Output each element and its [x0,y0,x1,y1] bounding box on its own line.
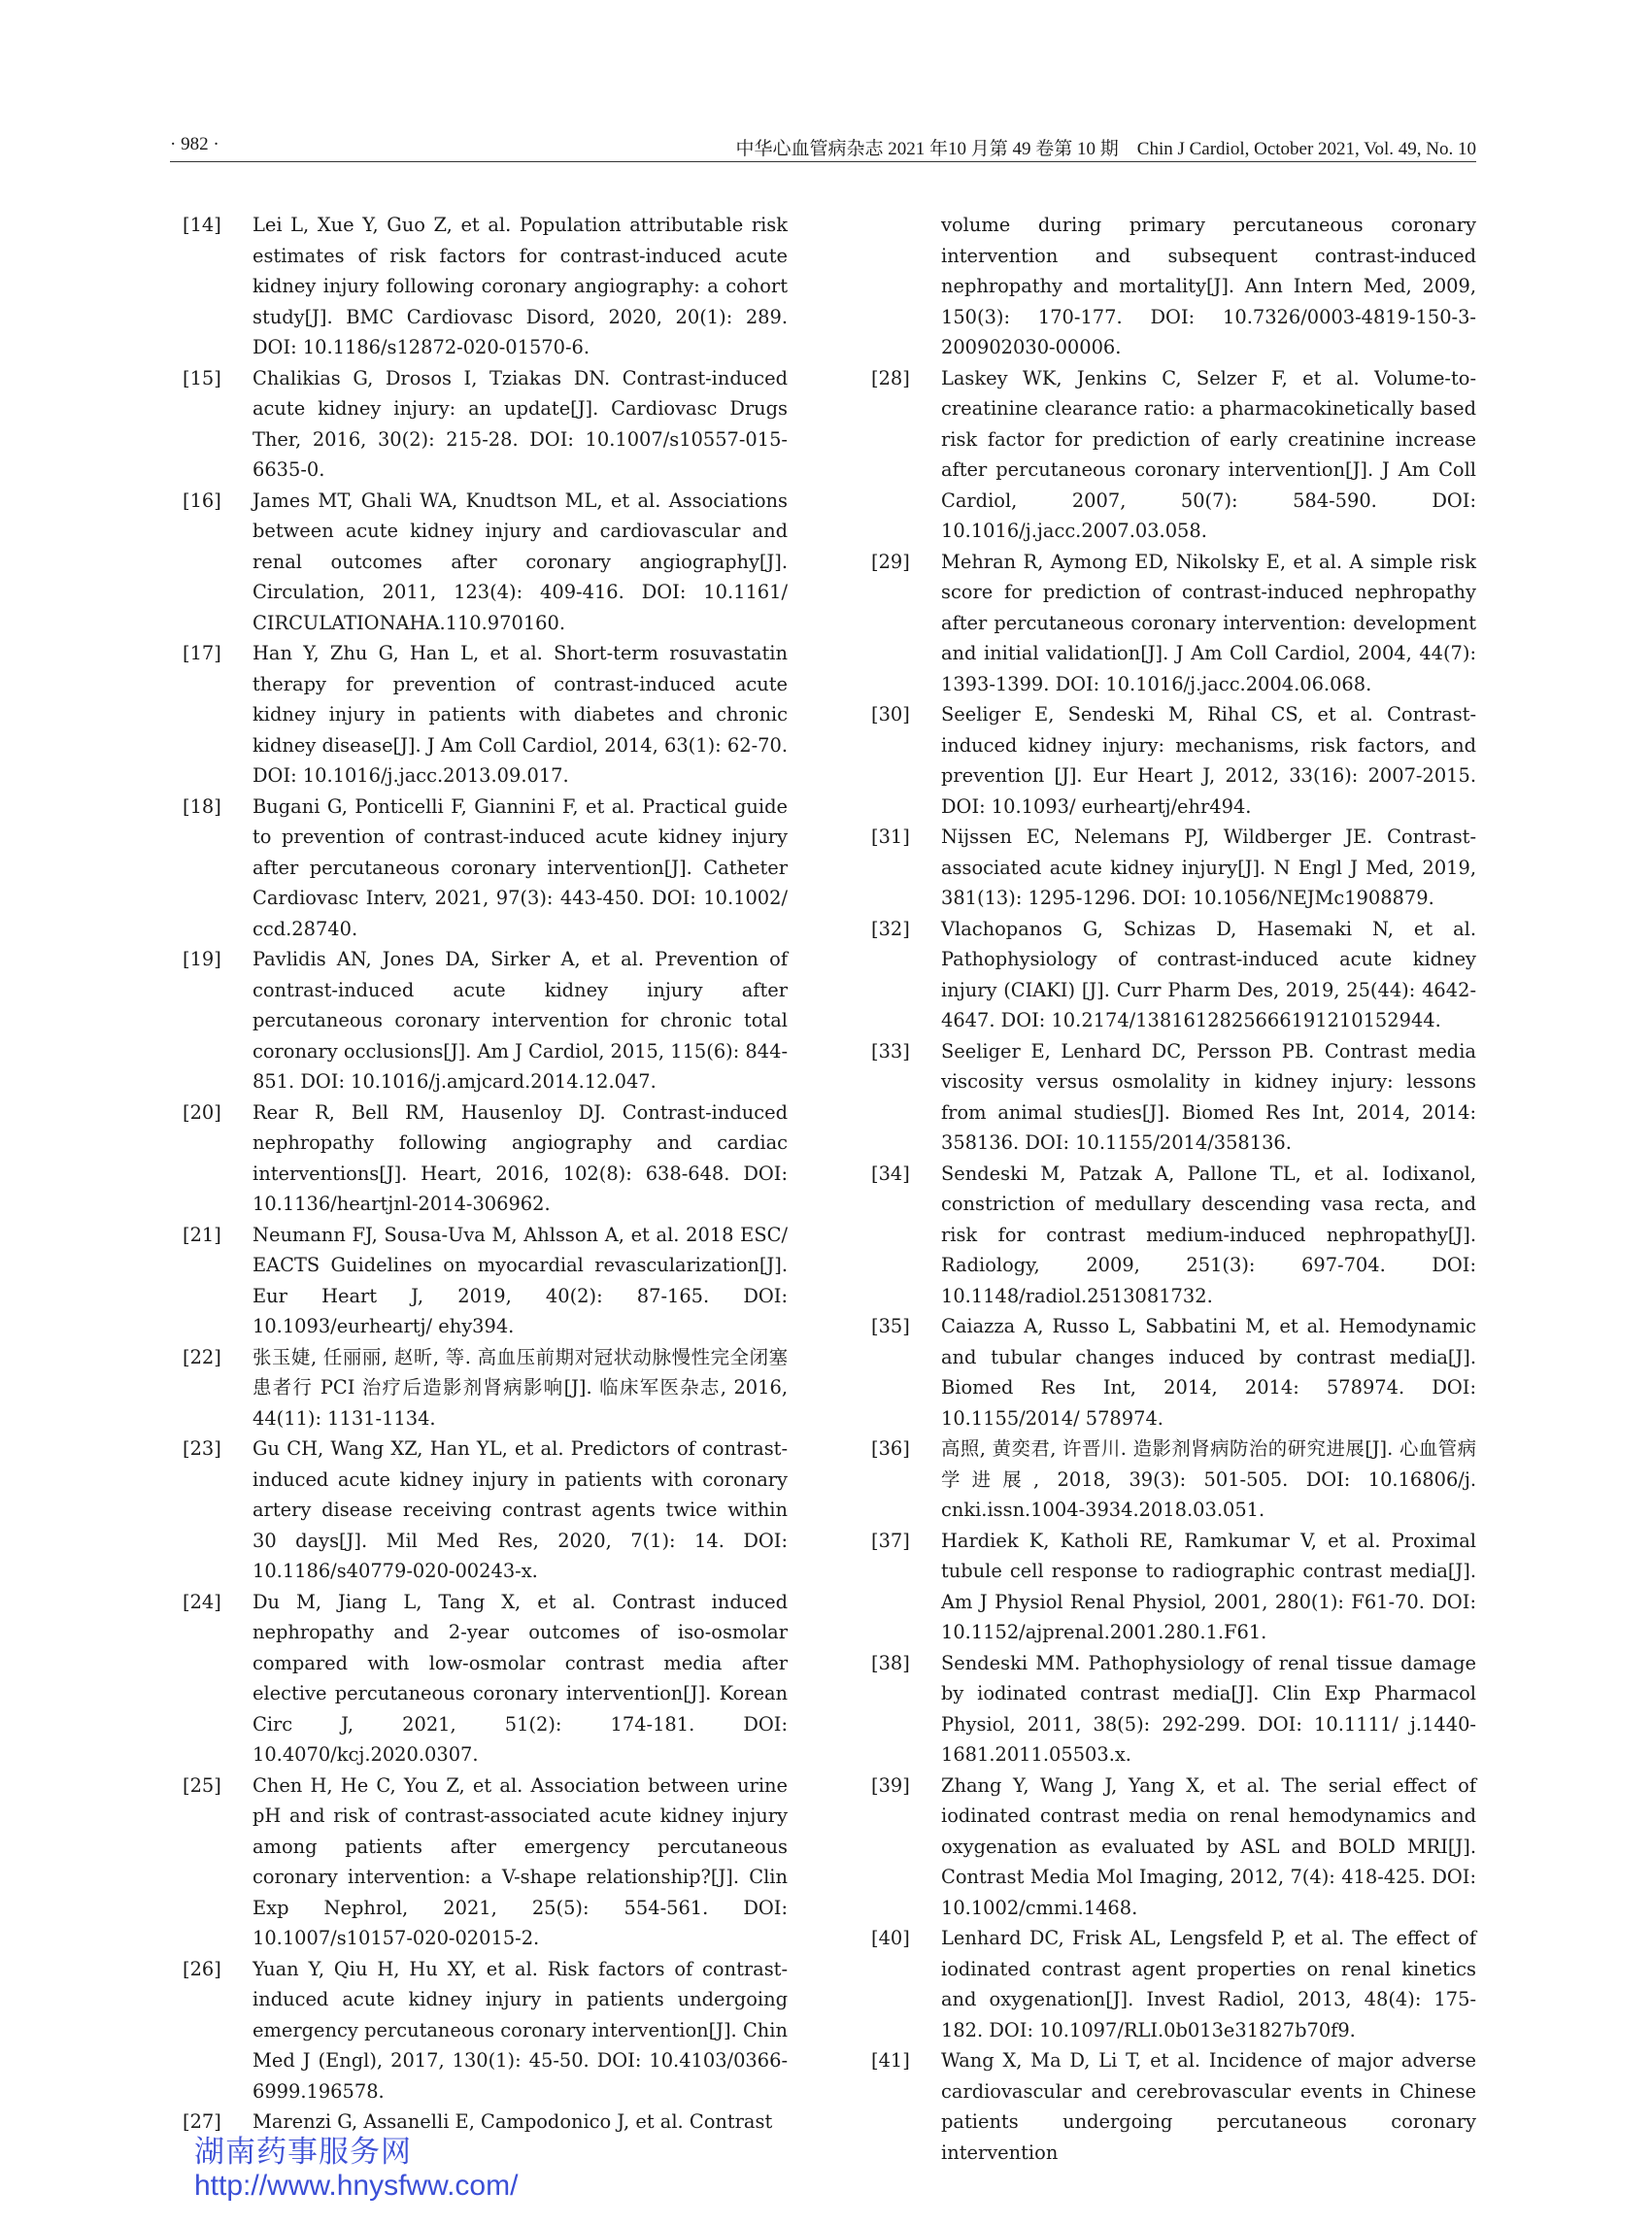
reference-item [871,1036,1476,1159]
reference-item [871,210,1476,363]
reference-text: Mehran R, Aymong ED, Nikolsky E, et al. A simple risk score for prediction of contrast-induced nephropathy after percutaneous coronary intervention: development and initial validation[J]. J Am Coll Cardiol, 2004, 44(7): 1393-1399. DOI: 10.1016/j.jacc.2004.06.068. [941,550,1476,695]
reference-item [871,1648,1476,1770]
reference-item [871,1433,1476,1526]
reference-number: [37] [871,1529,910,1552]
reference-text: Vlachopanos G, Schizas D, Hasemaki N, et al. Pathophysiology of contrast-induced acute kidney injury (CIAKI) [J]. Curr Pharm Des, 2019, 25(44): 4642-4647. DOI: 10.2174/1381612825666191210152944. [941,917,1476,1031]
reference-number: [19] [183,948,221,970]
reference-item [183,486,788,639]
reference-item [183,638,788,792]
reference-number: [32] [871,917,910,940]
reference-text: Seeliger E, Lenhard DC, Persson PB. Contrast media viscosity versus osmolality in kidney injury: lessons from animal studies[J]. Biomed Res Int, 2014, 2014: 358136. DOI: 10.1155/2014/358136. [941,1039,1476,1154]
reference-text: Sendeski MM. Pathophysiology of renal tissue damage by iodinated contrast media[J]. Clin Exp Pharmacol Physiol, 2011, 38(5): 292-299. DOI: 10.1111/ j.1440-1681.2011.05503.x. [941,1651,1476,1766]
reference-text: 张玉婕, 任丽丽, 赵昕, 等. 高血压前期对冠状动脉慢性完全闭塞患者行 PCI 治疗后造影剂肾病影响[J]. 临床军医杂志, 2016, 44(11): 1131-1134. [253,1345,788,1430]
reference-text: Laskey WK, Jenkins C, Selzer F, et al. Volume-to-creatinine clearance ratio: a pharmacokinetically based risk factor for prediction of early creatinine increase after percutaneous coronary intervention[J]. J Am Coll Cardiol, 2007, 50(7): 584-590. DOI: 10.1016/j.jacc.2007.03.058. [941,366,1476,542]
reference-text: Marenzi G, Assanelli E, Campodonico J, et al. Contrast [253,2110,773,2133]
reference-item [871,1526,1476,1648]
reference-item [183,210,788,363]
site-watermark [194,2135,518,2203]
reference-number: [15] [183,366,221,389]
reference-number: [36] [871,1437,910,1460]
reference-text: Pavlidis AN, Jones DA, Sirker A, et al. Prevention of contrast-induced acute kidney injury after percutaneous coronary intervention for chronic total coronary occlusions[J]. Am J Cardiol, 2015, 115(6): 844-851. DOI: 10.1016/j.amjcard.2014.12.047. [253,948,788,1093]
reference-number: [26] [183,1957,221,1980]
reference-number: [24] [183,1590,221,1613]
reference-number: [33] [871,1039,910,1062]
reference-text: 高照, 黄奕君, 许晋川. 造影剂肾病防治的研究进展[J]. 心血管病学进展, 2018, 39(3): 501-505. DOI: 10.16806/j. cnki.issn.1004-3934.2018.03.051. [941,1437,1476,1521]
reference-number: [41] [871,2049,910,2072]
reference-text: James MT, Ghali WA, Knudtson ML, et al. Associations between acute kidney injury and cardiovascular and renal outcomes after coronary angiography[J]. Circulation, 2011, 123(4): 409-416. DOI: 10.1161/ CIRCULATIONAHA.110.970160. [253,489,788,634]
reference-item [183,1954,788,2107]
reference-text: Neumann FJ, Sousa-Uva M, Ahlsson A, et al. 2018 ESC/ EACTS Guidelines on myocardial revascularization[J]. Eur Heart J, 2019, 40(2): 87-165. DOI: 10.1093/eurheartj/ ehy394. [253,1223,788,1337]
reference-column-left [183,210,788,2138]
watermark-site-name: 湖南药事服务网 [194,2135,412,2170]
reference-text: Bugani G, Ponticelli F, Giannini F, et al. Practical guide to prevention of contrast-induced acute kidney injury after percutaneous coronary intervention[J]. Catheter Cardiovasc Interv, 2021, 97(3): 443-450. DOI: 10.1002/ ccd.28740. [253,794,788,940]
reference-text: Seeliger E, Sendeski M, Rihal CS, et al. Contrast-induced kidney injury: mechanisms, risk factors, and prevention [J]. Eur Heart J, 2012, 33(16): 2007-2015. DOI: 10.1093/ eurheartj/ehr494. [941,703,1476,818]
reference-number: [40] [871,1927,910,1949]
reference-text: Hardiek K, Katholi RE, Ramkumar V, et al. Proximal tubule cell response to radiographic contrast media[J]. Am J Physiol Renal Physiol, 2001, 280(1): F61-70. DOI: 10.1152/ajprenal.2001.280.1.F61. [941,1529,1476,1643]
reference-number: [21] [183,1223,221,1246]
reference-text: Yuan Y, Qiu H, Hu XY, et al. Risk factors of contrast-induced acute kidney injury in patients undergoing emergency percutaneous coronary intervention[J]. Chin Med J (Engl), 2017, 130(1): 45-50. DOI: 10.4103/0366-6999.196578. [253,1957,788,2103]
reference-number: [35] [871,1315,910,1337]
running-header [170,132,1476,162]
reference-item [183,944,788,1097]
reference-text: Chalikias G, Drosos I, Tziakas DN. Contrast-induced acute kidney injury: an update[J]. Cardiovasc Drugs Ther, 2016, 30(2): 215-28. DOI: 10.1007/s10557-015-6635-0. [253,366,788,481]
reference-item [871,363,1476,547]
reference-item [183,1433,788,1587]
reference-item [183,1770,788,1954]
reference-item [871,822,1476,914]
reference-text: Sendeski M, Patzak A, Pallone TL, et al. Iodixanol, constriction of medullary descending vasa recta, and risk for contrast medium-induced nephropathy[J]. Radiology, 2009, 251(3): 697-704. DOI: 10.1148/radiol.2513081732. [941,1162,1476,1307]
reference-text: Nijssen EC, Nelemans PJ, Wildberger JE. Contrast-associated acute kidney injury[J]. N Engl J Med, 2019, 381(13): 1295-1296. DOI: 10.1056/NEJMc1908879. [941,826,1476,909]
reference-item [183,1587,788,1770]
reference-number: [17] [183,642,221,664]
reference-number: [18] [183,794,221,818]
reference-item [183,1342,788,1434]
reference-text: Zhang Y, Wang J, Yang X, et al. The serial effect of iodinated contrast media on renal hemodynamics and oxygenation as evaluated by ASL and BOLD MRI[J]. Contrast Media Mol Imaging, 2012, 7(4): 418-425. DOI: 10.1002/cmmi.1468. [941,1773,1476,1919]
reference-text: Han Y, Zhu G, Han L, et al. Short-term rosuvastatin therapy for prevention of contrast-induced acute kidney injury in patients with diabetes and chronic kidney disease[J]. J Am Coll Cardiol, 2014, 63(1): 62-70. DOI: 10.1016/j.jacc.2013.09.017. [253,642,788,787]
reference-item [871,699,1476,822]
reference-number: [27] [183,2110,221,2133]
reference-text: Lei L, Xue Y, Guo Z, et al. Population attributable risk estimates of risk factors for contrast-induced acute kidney injury following coronary angiography: a cohort study[J]. BMC Cardiovasc Disord, 2020, 20(1): 289. DOI: 10.1186/s12872-020-01570-6. [253,214,788,358]
reference-item [871,1770,1476,1924]
reference-text: Lenhard DC, Frisk AL, Lengsfeld P, et al. The effect of iodinated contrast agent properties on renal kinetics and oxygenation[J]. Invest Radiol, 2013, 48(4): 175-182. DOI: 10.1097/RLI.0b013e31827b70f9. [941,1927,1476,2041]
reference-number: [38] [871,1651,910,1674]
reference-item [871,914,1476,1036]
reference-number: [23] [183,1437,221,1460]
reference-number: [31] [871,826,910,848]
reference-text: Wang X, Ma D, Li T, et al. Incidence of major adverse cardiovascular and cerebrovascular events in Chinese patients undergoing percutaneous coronary intervention [941,2049,1476,2164]
reference-number: [16] [183,489,221,512]
reference-text: Rear R, Bell RM, Hausenloy DJ. Contrast-induced nephropathy following angiography and cardiac interventions[J]. Heart, 2016, 102(8): 638-648. DOI: 10.1136/heartjnl-2014-306962. [253,1100,788,1215]
reference-text: Caiazza A, Russo L, Sabbatini M, et al. Hemodynamic and tubular changes induced by contrast media[J]. Biomed Res Int, 2014, 2014: 578974. DOI: 10.1155/2014/ 578974. [941,1315,1476,1430]
reference-item [871,1311,1476,1433]
reference-number: [28] [871,366,910,389]
watermark-url[interactable]: http://www.hnysfww.com/ [194,2170,519,2202]
reference-number: [22] [183,1345,221,1368]
journal-citation-line: 中华心血管病杂志 2021 年10 月第 49 卷第 10 期 Chin J Cardiol, October 2021, Vol. 49, No. 10 [735,139,1476,159]
reference-item [871,1159,1476,1312]
reference-text: Chen H, He C, You Z, et al. Association between urine pH and risk of contrast-associated acute kidney injury among patients after emergency percutaneous coronary intervention: a V-shape relationship?[J]. Clin Exp Nephrol, 2021, 25(5): 554-561. DOI: 10.1007/s10157-020-02015-2. [253,1773,788,1949]
reference-number: [25] [183,1773,221,1797]
reference-number: [39] [871,1773,910,1797]
reference-number: [34] [871,1162,910,1185]
reference-item [183,1220,788,1342]
reference-item [871,547,1476,700]
reference-number: [14] [183,214,221,236]
page-number: · 982 · [170,134,219,154]
reference-item [871,1923,1476,2045]
reference-text: volume during primary percutaneous coronary intervention and subsequent contrast-induced nephropathy and mortality[J]. Ann Intern Med, 2009, 150(3): 170-177. DOI: 10.7326/0003-4819-150-3-200902030-00006. [941,214,1476,358]
reference-text: Gu CH, Wang XZ, Han YL, et al. Predictors of contrast-induced acute kidney injury in patients with coronary artery disease receiving contrast agents twice within 30 days[J]. Mil Med Res, 2020, 7(1): 14. DOI: 10.1186/s40779-020-00243-x. [253,1437,788,1582]
reference-item [183,363,788,486]
reference-column-right [871,210,1476,2168]
reference-number: [29] [871,550,910,573]
reference-item [183,792,788,945]
reference-item [183,1097,788,1220]
reference-item [871,2045,1476,2168]
reference-text: Du M, Jiang L, Tang X, et al. Contrast induced nephropathy and 2-year outcomes of iso-osmolar compared with low-osmolar contrast media after elective percutaneous coronary intervention[J]. Korean Circ J, 2021, 51(2): 174-181. DOI: 10.4070/kcj.2020.0307. [253,1590,788,1766]
reference-number: [20] [183,1100,221,1124]
reference-item [183,2107,788,2138]
reference-number: [30] [871,703,910,725]
